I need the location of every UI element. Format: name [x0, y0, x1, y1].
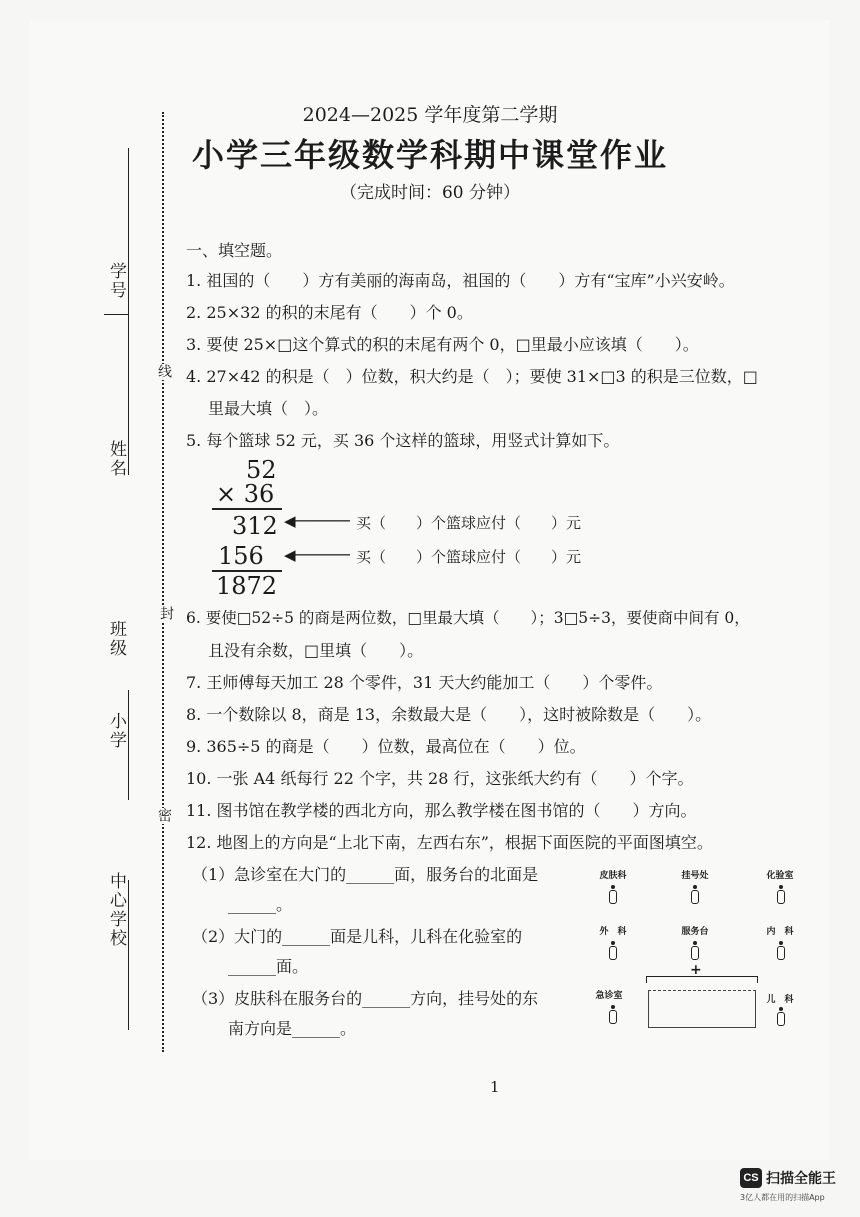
student-no-tick — [104, 314, 128, 315]
school-label: 小学 — [106, 712, 126, 750]
question-11: 11. 图书馆在教学楼的西北方向，那么教学楼在图书馆的（ ）方向。 — [186, 801, 697, 820]
map-pin-icon — [609, 946, 617, 960]
question-6b: 且没有余数，□里填（ ）。 — [208, 641, 424, 660]
map-gate — [648, 990, 756, 1028]
question-1: 1. 祖国的（ ）方有美丽的海南岛，祖国的（ ）方有“宝库”小兴安岭。 — [186, 271, 735, 290]
question-12-2b: ______面。 — [228, 957, 309, 976]
question-4a: 4. 27×42 的积是（ ）位数，积大约是（ ）；要使 31×□3 的积是三位数，□ — [186, 367, 758, 386]
question-9: 9. 365÷5 的商是（ ）位数，最高位在（ ）位。 — [186, 737, 586, 756]
question-12-1a: （1）急诊室在大门的______面，服务台的北面是 — [192, 865, 539, 884]
calc-partial-1: 312 — [232, 512, 278, 540]
map-pin-icon — [691, 946, 699, 960]
time-limit: （完成时间：60 分钟） — [339, 183, 521, 203]
question-12-2a: （2）大门的______面是儿科，儿科在化验室的 — [192, 927, 523, 946]
question-10: 10. 一张 A4 纸每行 22 个字，共 28 行，这张纸大约有（ ）个字。 — [186, 769, 694, 788]
scanner-tagline: 3亿人都在用的扫描App — [740, 1193, 825, 1202]
map-surgery: 外 科 — [599, 927, 627, 937]
map-lab: 化验室 — [766, 871, 794, 881]
section-heading: 一、填空题。 — [186, 241, 283, 260]
name-label: 姓名 — [106, 440, 126, 478]
question-8: 8. 一个数除以 8，商是 13，余数最大是（ ），这时被除数是（ ）。 — [186, 705, 712, 724]
map-pin-icon — [777, 1012, 785, 1026]
student-no-line — [128, 148, 129, 338]
question-12-1b: ______。 — [228, 895, 293, 914]
question-4b: 里最大填（ ）。 — [208, 399, 329, 418]
seal-feng: 封 — [158, 606, 174, 622]
map-internal-med: 内 科 — [766, 927, 794, 937]
map-pin-icon — [609, 1010, 617, 1024]
map-pin-icon — [609, 890, 617, 904]
question-2: 2. 25×32 的积的末尾有（ ）个 0。 — [186, 303, 473, 322]
map-registration: 挂号处 — [681, 871, 709, 881]
scanner-logo: CS — [740, 1168, 762, 1188]
question-5: 5. 每个篮球 52 元，买 36 个这样的篮球，用竖式计算如下。 — [186, 431, 620, 450]
question-12: 12. 地图上的方向是“上北下南，左西右东”，根据下面医院的平面图填空。 — [186, 833, 713, 852]
arrow-icon: ◀────── — [284, 512, 350, 530]
calc-note-1: 买（ ）个篮球应付（ ）元 — [356, 514, 582, 532]
map-roof — [646, 976, 758, 983]
binding-dotted-line — [162, 112, 164, 1052]
question-12-3a: （3）皮肤科在服务台的______方向，挂号处的东 — [192, 989, 539, 1008]
map-pin-icon — [777, 890, 785, 904]
calc-multiplier: × 36 — [216, 480, 275, 508]
question-7: 7. 王师傅每天加工 28 个零件，31 天大约能加工（ ）个零件。 — [186, 673, 663, 692]
calc-line-1 — [212, 508, 282, 510]
question-3: 3. 要使 25×□这个算式的积的末尾有两个 0，□里最小应该填（ ）。 — [186, 335, 699, 354]
seal-mi: 密 — [156, 808, 172, 824]
page-title: 小学三年级数学科期中课堂作业 — [191, 136, 668, 174]
calc-result: 1872 — [216, 572, 278, 600]
scanner-brand: 扫描全能王 — [766, 1171, 836, 1187]
map-service-desk: 服务台 — [681, 927, 709, 937]
seal-xian: 线 — [156, 364, 172, 380]
calc-partial-2: 156 — [218, 542, 264, 570]
arrow-icon: ◀────── — [284, 546, 350, 564]
page-number: 1 — [490, 1078, 500, 1096]
term-heading: 2024—2025 学年度第二学期 — [302, 104, 558, 126]
map-skin-dept: 皮肤科 — [599, 871, 627, 881]
map-emergency: 急诊室 — [595, 991, 623, 1001]
class-label: 班级 — [106, 620, 126, 658]
calc-multiplicand: 52 — [246, 456, 277, 484]
center-school-label: 中心学校 — [106, 872, 126, 948]
student-no-label: 学号 — [106, 262, 126, 300]
map-pediatrics: 儿 科 — [766, 995, 794, 1005]
question-6a: 6. 要使□52÷5 的商是两位数，□里最大填（ ）；3□5÷3，要使商中间有 0， — [186, 609, 750, 627]
calc-note-2: 买（ ）个篮球应付（ ）元 — [356, 548, 582, 566]
map-pin-icon — [691, 890, 699, 904]
map-pin-icon — [777, 946, 785, 960]
cross-icon: + — [690, 962, 702, 978]
question-12-3b: 南方向是______。 — [228, 1019, 357, 1038]
